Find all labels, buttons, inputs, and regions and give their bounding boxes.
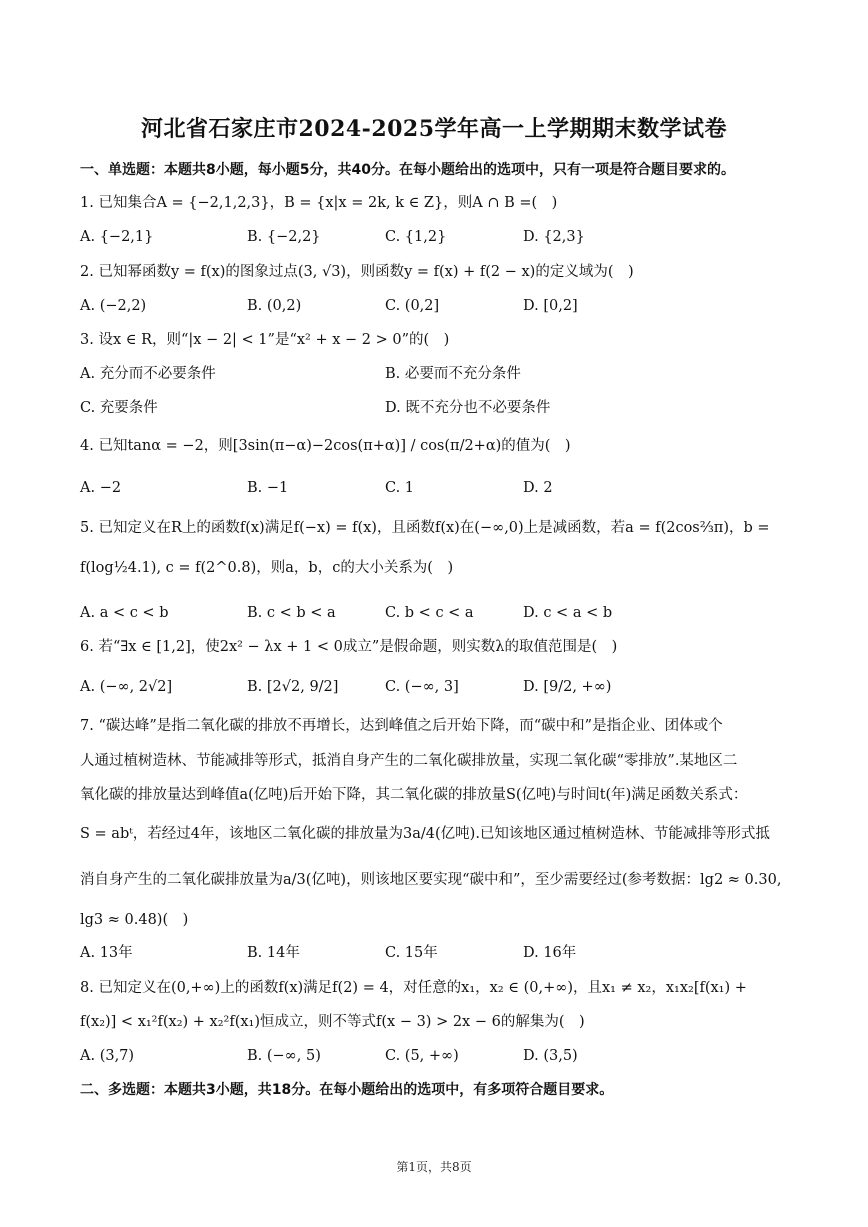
page-footer: 第1页，共8页 bbox=[396, 1160, 472, 1174]
q2-option-c: C. (0,2] bbox=[385, 298, 440, 314]
question-6-stem: 6. 若“∃x ∈ [1,2]，使2x² − λx + 1 < 0成立”是假命题，则实数λ的取值范围是( ) bbox=[80, 639, 618, 655]
q4-option-a: A. −2 bbox=[80, 480, 122, 496]
question-8-line-1: 8. 已知定义在(0,+∞)上的函数f(x)满足f(2) = 4，对任意的x₁，x₂ ∈ (0,+∞)，且x₁ ≠ x₂，x₁x₂[f(x₁) + bbox=[80, 980, 747, 996]
q1-option-c: C. {1,2} bbox=[385, 229, 447, 245]
question-7-line-2: 人通过植树造林、节能减排等形式，抵消自身产生的二氧化碳排放量，实现二氧化碳“零排放”.某地区二 bbox=[80, 753, 738, 769]
question-7-line-4: S = abᵗ，若经过4年，该地区二氧化碳的排放量为3a/4(亿吨).已知该地区通过植树造林、节能减排等形式抵 bbox=[80, 826, 770, 842]
question-7-line-5: 消自身产生的二氧化碳排放量为a/3(亿吨)，则该地区要实现“碳中和”，至少需要经过(参考数据：lg2 ≈ 0.30, bbox=[80, 872, 782, 888]
page-title: 河北省石家庄市2024-2025学年高一上学期期末数学试卷 bbox=[140, 116, 728, 142]
section-heading-multiple-choice: 二、多选题：本题共3小题，共18分。在每小题给出的选项中，有多项符合题目要求。 bbox=[80, 1082, 614, 1098]
q8-option-a: A. (3,7) bbox=[80, 1048, 135, 1064]
q7-option-a: A. 13年 bbox=[80, 945, 133, 961]
q3-option-b: B. 必要而不充分条件 bbox=[385, 366, 521, 382]
q5-option-d: D. c < a < b bbox=[523, 605, 613, 621]
question-7-line-1: 7. “碳达峰”是指二氧化碳的排放不再增长，达到峰值之后开始下降，而“碳中和”是指企业、团体或个 bbox=[80, 718, 723, 734]
q8-option-c: C. (5, +∞) bbox=[385, 1048, 459, 1064]
q2-option-a: A. (−2,2) bbox=[80, 298, 147, 314]
q3-option-c: C. 充要条件 bbox=[80, 400, 158, 416]
question-1-stem: 1. 已知集合A = {−2,1,2,3}，B = {x|x = 2k, k ∈ Z}，则A ∩ B =( ) bbox=[80, 195, 558, 211]
question-7-line-6: lg3 ≈ 0.48)( ) bbox=[80, 912, 189, 928]
q3-option-a: A. 充分而不必要条件 bbox=[80, 366, 216, 382]
question-3-stem: 3. 设x ∈ R，则“|x − 2| < 1”是“x² + x − 2 > 0”的( ) bbox=[80, 332, 450, 348]
q1-option-b: B. {−2,2} bbox=[247, 229, 321, 245]
q5-option-c: C. b < c < a bbox=[385, 605, 474, 621]
q6-option-b: B. [2√2, 9/2] bbox=[247, 679, 339, 695]
q8-option-d: D. (3,5) bbox=[523, 1048, 578, 1064]
q4-option-d: D. 2 bbox=[523, 480, 553, 496]
question-8-line-2: f(x₂)] < x₁²f(x₂) + x₂²f(x₁)恒成立，则不等式f(x − 3) > 2x − 6的解集为( ) bbox=[80, 1014, 585, 1030]
q4-option-b: B. −1 bbox=[247, 480, 289, 496]
q5-option-b: B. c < b < a bbox=[247, 605, 336, 621]
q1-option-a: A. {−2,1} bbox=[80, 229, 154, 245]
q6-option-d: D. [9/2, +∞) bbox=[523, 679, 612, 695]
q7-option-c: C. 15年 bbox=[385, 945, 438, 961]
q2-option-b: B. (0,2) bbox=[247, 298, 302, 314]
question-5-line-1: 5. 已知定义在R上的函数f(x)满足f(−x) = f(x)，且函数f(x)在(−∞,0)上是减函数，若a = f(2cos⅔π)，b = bbox=[80, 520, 770, 536]
q6-option-a: A. (−∞, 2√2] bbox=[80, 679, 173, 695]
question-7-line-3: 氧化碳的排放量达到峰值a(亿吨)后开始下降，其二氧化碳的排放量S(亿吨)与时间t(年)满足函数关系式： bbox=[80, 787, 748, 803]
q5-option-a: A. a < c < b bbox=[80, 605, 169, 621]
q7-option-d: D. 16年 bbox=[523, 945, 577, 961]
question-2-stem: 2. 已知幂函数y = f(x)的图象过点(3, √3)，则函数y = f(x) + f(2 − x)的定义域为( ) bbox=[80, 264, 634, 280]
q7-option-b: B. 14年 bbox=[247, 945, 300, 961]
question-5-line-2: f(log½4.1), c = f(2^0.8)，则a，b，c的大小关系为( ) bbox=[80, 560, 454, 576]
question-4-stem: 4. 已知tanα = −2，则[3sin(π−α)−2cos(π+α)] / cos(π/2+α)的值为( ) bbox=[80, 438, 571, 454]
q6-option-c: C. (−∞, 3] bbox=[385, 679, 459, 695]
q1-option-d: D. {2,3} bbox=[523, 229, 585, 245]
q8-option-b: B. (−∞, 5) bbox=[247, 1048, 321, 1064]
q3-option-d: D. 既不充分也不必要条件 bbox=[385, 400, 551, 416]
section-heading-single-choice: 一、单选题：本题共8小题，每小题5分，共40分。在每小题给出的选项中，只有一项是符合题目要求的。 bbox=[80, 162, 735, 178]
q4-option-c: C. 1 bbox=[385, 480, 415, 496]
q2-option-d: D. [0,2] bbox=[523, 298, 578, 314]
